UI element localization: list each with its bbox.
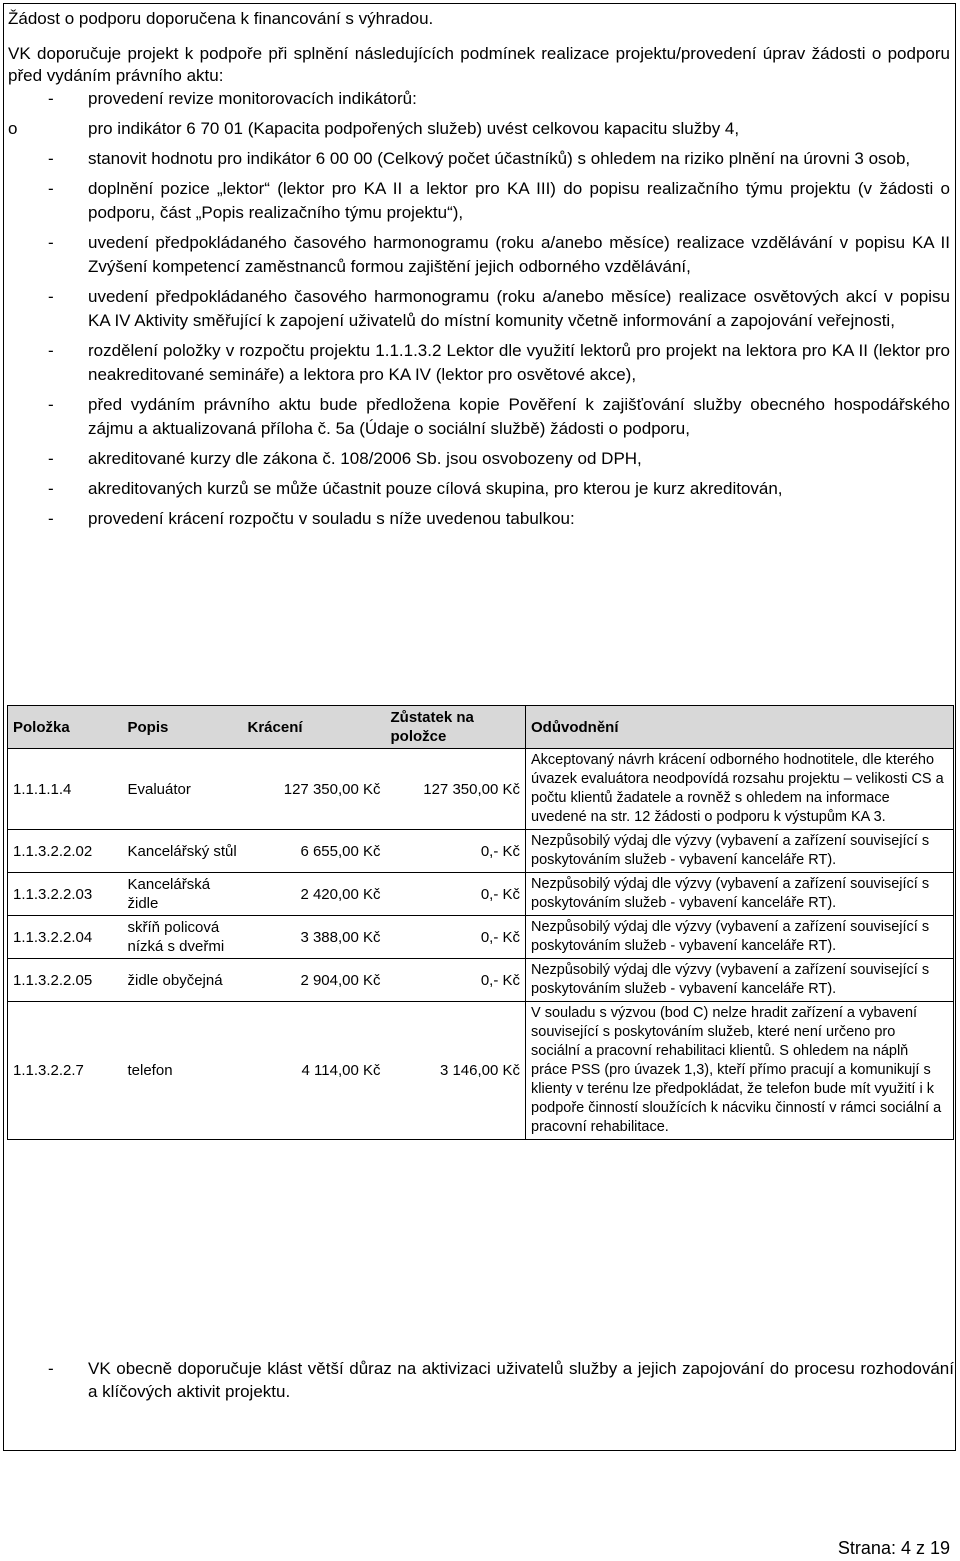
cell-desc: Evaluátor xyxy=(123,749,243,830)
recommendation-text xyxy=(8,8,950,531)
page-number: Strana: 4 z 19 xyxy=(837,1538,950,1558)
cell-reason: Akceptovaný návrh krácení odborného hodnotitele, dle kterého úvazek evaluátora neodpovídá rozsahu projektu – velikosti CS a počtu klientů žadatele a rovněž s ohledem na informace uvedené na str. 12 žádosti o podporu k výstupům KA 3. xyxy=(526,749,954,830)
table-row xyxy=(8,749,954,830)
header-item: Položka xyxy=(8,706,123,749)
verdict-line: Žádost o podporu doporučena k financování s výhradou. xyxy=(8,9,434,28)
list-item: - před vydáním právního aktu bude předložena kopie Pověření k zajišťování služby obecného hospodářského zájmu a aktualizovaná příloha č. 5a (Údaje o sociální službě) žádosti o podporu, xyxy=(48,395,950,438)
final-recommendation xyxy=(48,1357,954,1403)
list-item: - provedení revize monitorovacích indikátorů: xyxy=(48,89,417,108)
cell-remain: 0,- Kč xyxy=(386,916,526,959)
cell-cut: 127 350,00 Kč xyxy=(243,749,386,830)
cell-reason: Nezpůsobilý výdaj dle výzvy (vybavení a zařízení související s poskytováním služeb - vybavení kanceláře RT). xyxy=(526,959,954,1002)
list-item: - uvedení předpokládaného časového harmonogramu (roku a/anebo měsíce) realizace osvětových akcí v popisu KA IV Aktivity směřující k zapojení uživatelů do místní komunity včetně informování a zapojování veřejnosti, xyxy=(48,287,950,330)
cell-cut: 2 420,00 Kč xyxy=(243,873,386,916)
cell-remain: 0,- Kč xyxy=(386,830,526,873)
final-text: VK obecně doporučuje klást větší důraz na aktivizaci uživatelů služby a jejich zapojování do procesu rozhodování a klíčových aktivit projektu. xyxy=(88,1359,954,1401)
list-item: - rozdělení položky v rozpočtu projektu 1.1.1.3.2 Lektor dle využití lektorů pro projekt na lektora pro KA II (lektor pro neakreditované semináře) a lektora pro KA IV (lektor pro osvětové akce), xyxy=(48,341,950,384)
cell-item: 1.1.3.2.2.03 xyxy=(8,873,123,916)
cell-remain: 127 350,00 Kč xyxy=(386,749,526,830)
cell-reason: Nezpůsobilý výdaj dle výzvy (vybavení a zařízení související s poskytováním služeb - vybavení kanceláře RT). xyxy=(526,873,954,916)
list-item: o pro indikátor 6 70 01 (Kapacita podpořených služeb) uvést celkovou kapacitu služby 4, xyxy=(8,119,740,138)
cell-remain: 0,- Kč xyxy=(386,959,526,1002)
table-row xyxy=(8,1002,954,1140)
cell-reason: V souladu s výzvou (bod C) nelze hradit zařízení a vybavení související s poskytováním služeb, které není určeno pro sociální a pracovní rehabilitaci klientů. S ohledem na náplň práce PSS (pro úvazek 1,3), kteří přímo pracují a komunikují s klienty v terénu lze předpokládat, že telefon bude mít využití i k podpoře činností sloužících k nácviku činností v rámci sociální a pracovní rehabilitace. xyxy=(526,1002,954,1140)
cell-cut: 6 655,00 Kč xyxy=(243,830,386,873)
final-marker: - xyxy=(48,1359,54,1378)
header-desc: Popis xyxy=(123,706,243,749)
header-reason: Odůvodnění xyxy=(526,706,954,749)
cell-desc: skříň policová nízká s dveřmi xyxy=(123,916,243,959)
cell-desc: Kancelářská židle xyxy=(123,873,243,916)
cell-item: 1.1.3.2.2.02 xyxy=(8,830,123,873)
list-item: - akreditovaných kurzů se může účastnit pouze cílová skupina, pro kterou je kurz akreditován, xyxy=(48,479,783,498)
cell-cut: 3 388,00 Kč xyxy=(243,916,386,959)
cell-desc: Kancelářský stůl xyxy=(123,830,243,873)
list-item: - akreditované kurzy dle zákona č. 108/2006 Sb. jsou osvobozeny od DPH, xyxy=(48,449,642,468)
table-header-row xyxy=(8,706,954,749)
list-item: - stanovit hodnotu pro indikátor 6 00 00 (Celkový počet účastníků) s ohledem na riziko plnění na úrovni 3 osob, xyxy=(48,149,911,168)
conditions-intro: VK doporučuje projekt k podpoře při splnění následujících podmínek realizace projektu/provedení úprav žádosti o podporu před vydáním právního aktu: xyxy=(8,44,950,85)
cell-cut: 4 114,00 Kč xyxy=(243,1002,386,1140)
table-row xyxy=(8,873,954,916)
table-row xyxy=(8,916,954,959)
table-row xyxy=(8,830,954,873)
list-item: - doplnění pozice „lektor“ (lektor pro KA II a lektor pro KA III) do popisu realizačního týmu projektu (v žádosti o podporu, část „Popis realizačního týmu projektu“), xyxy=(48,179,950,222)
table-row xyxy=(8,959,954,1002)
cell-desc: telefon xyxy=(123,1002,243,1140)
cell-item: 1.1.3.2.2.7 xyxy=(8,1002,123,1140)
cell-item: 1.1.3.2.2.05 xyxy=(8,959,123,1002)
cell-reason: Nezpůsobilý výdaj dle výzvy (vybavení a zařízení související s poskytováním služeb - vybavení kanceláře RT). xyxy=(526,830,954,873)
cell-cut: 2 904,00 Kč xyxy=(243,959,386,1002)
cell-reason: Nezpůsobilý výdaj dle výzvy (vybavení a zařízení související s poskytováním služeb - vybavení kanceláře RT). xyxy=(526,916,954,959)
cell-item: 1.1.1.1.4 xyxy=(8,749,123,830)
cell-remain: 0,- Kč xyxy=(386,873,526,916)
list-item: - uvedení předpokládaného časového harmonogramu (roku a/anebo měsíce) realizace vzdělávání v popisu KA II Zvýšení kompetencí zaměstnanců formou zajištění jejich odborného vzdělávání, xyxy=(48,233,950,276)
header-remain: Zůstatek na položce xyxy=(386,706,526,749)
header-cut: Krácení xyxy=(243,706,386,749)
cell-item: 1.1.3.2.2.04 xyxy=(8,916,123,959)
budget-cuts-table xyxy=(7,705,954,1140)
requirements-list xyxy=(8,87,950,531)
cell-desc: židle obyčejná xyxy=(123,959,243,1002)
cell-remain: 3 146,00 Kč xyxy=(386,1002,526,1140)
list-item: - provedení krácení rozpočtu v souladu s níže uvedenou tabulkou: xyxy=(48,509,575,528)
